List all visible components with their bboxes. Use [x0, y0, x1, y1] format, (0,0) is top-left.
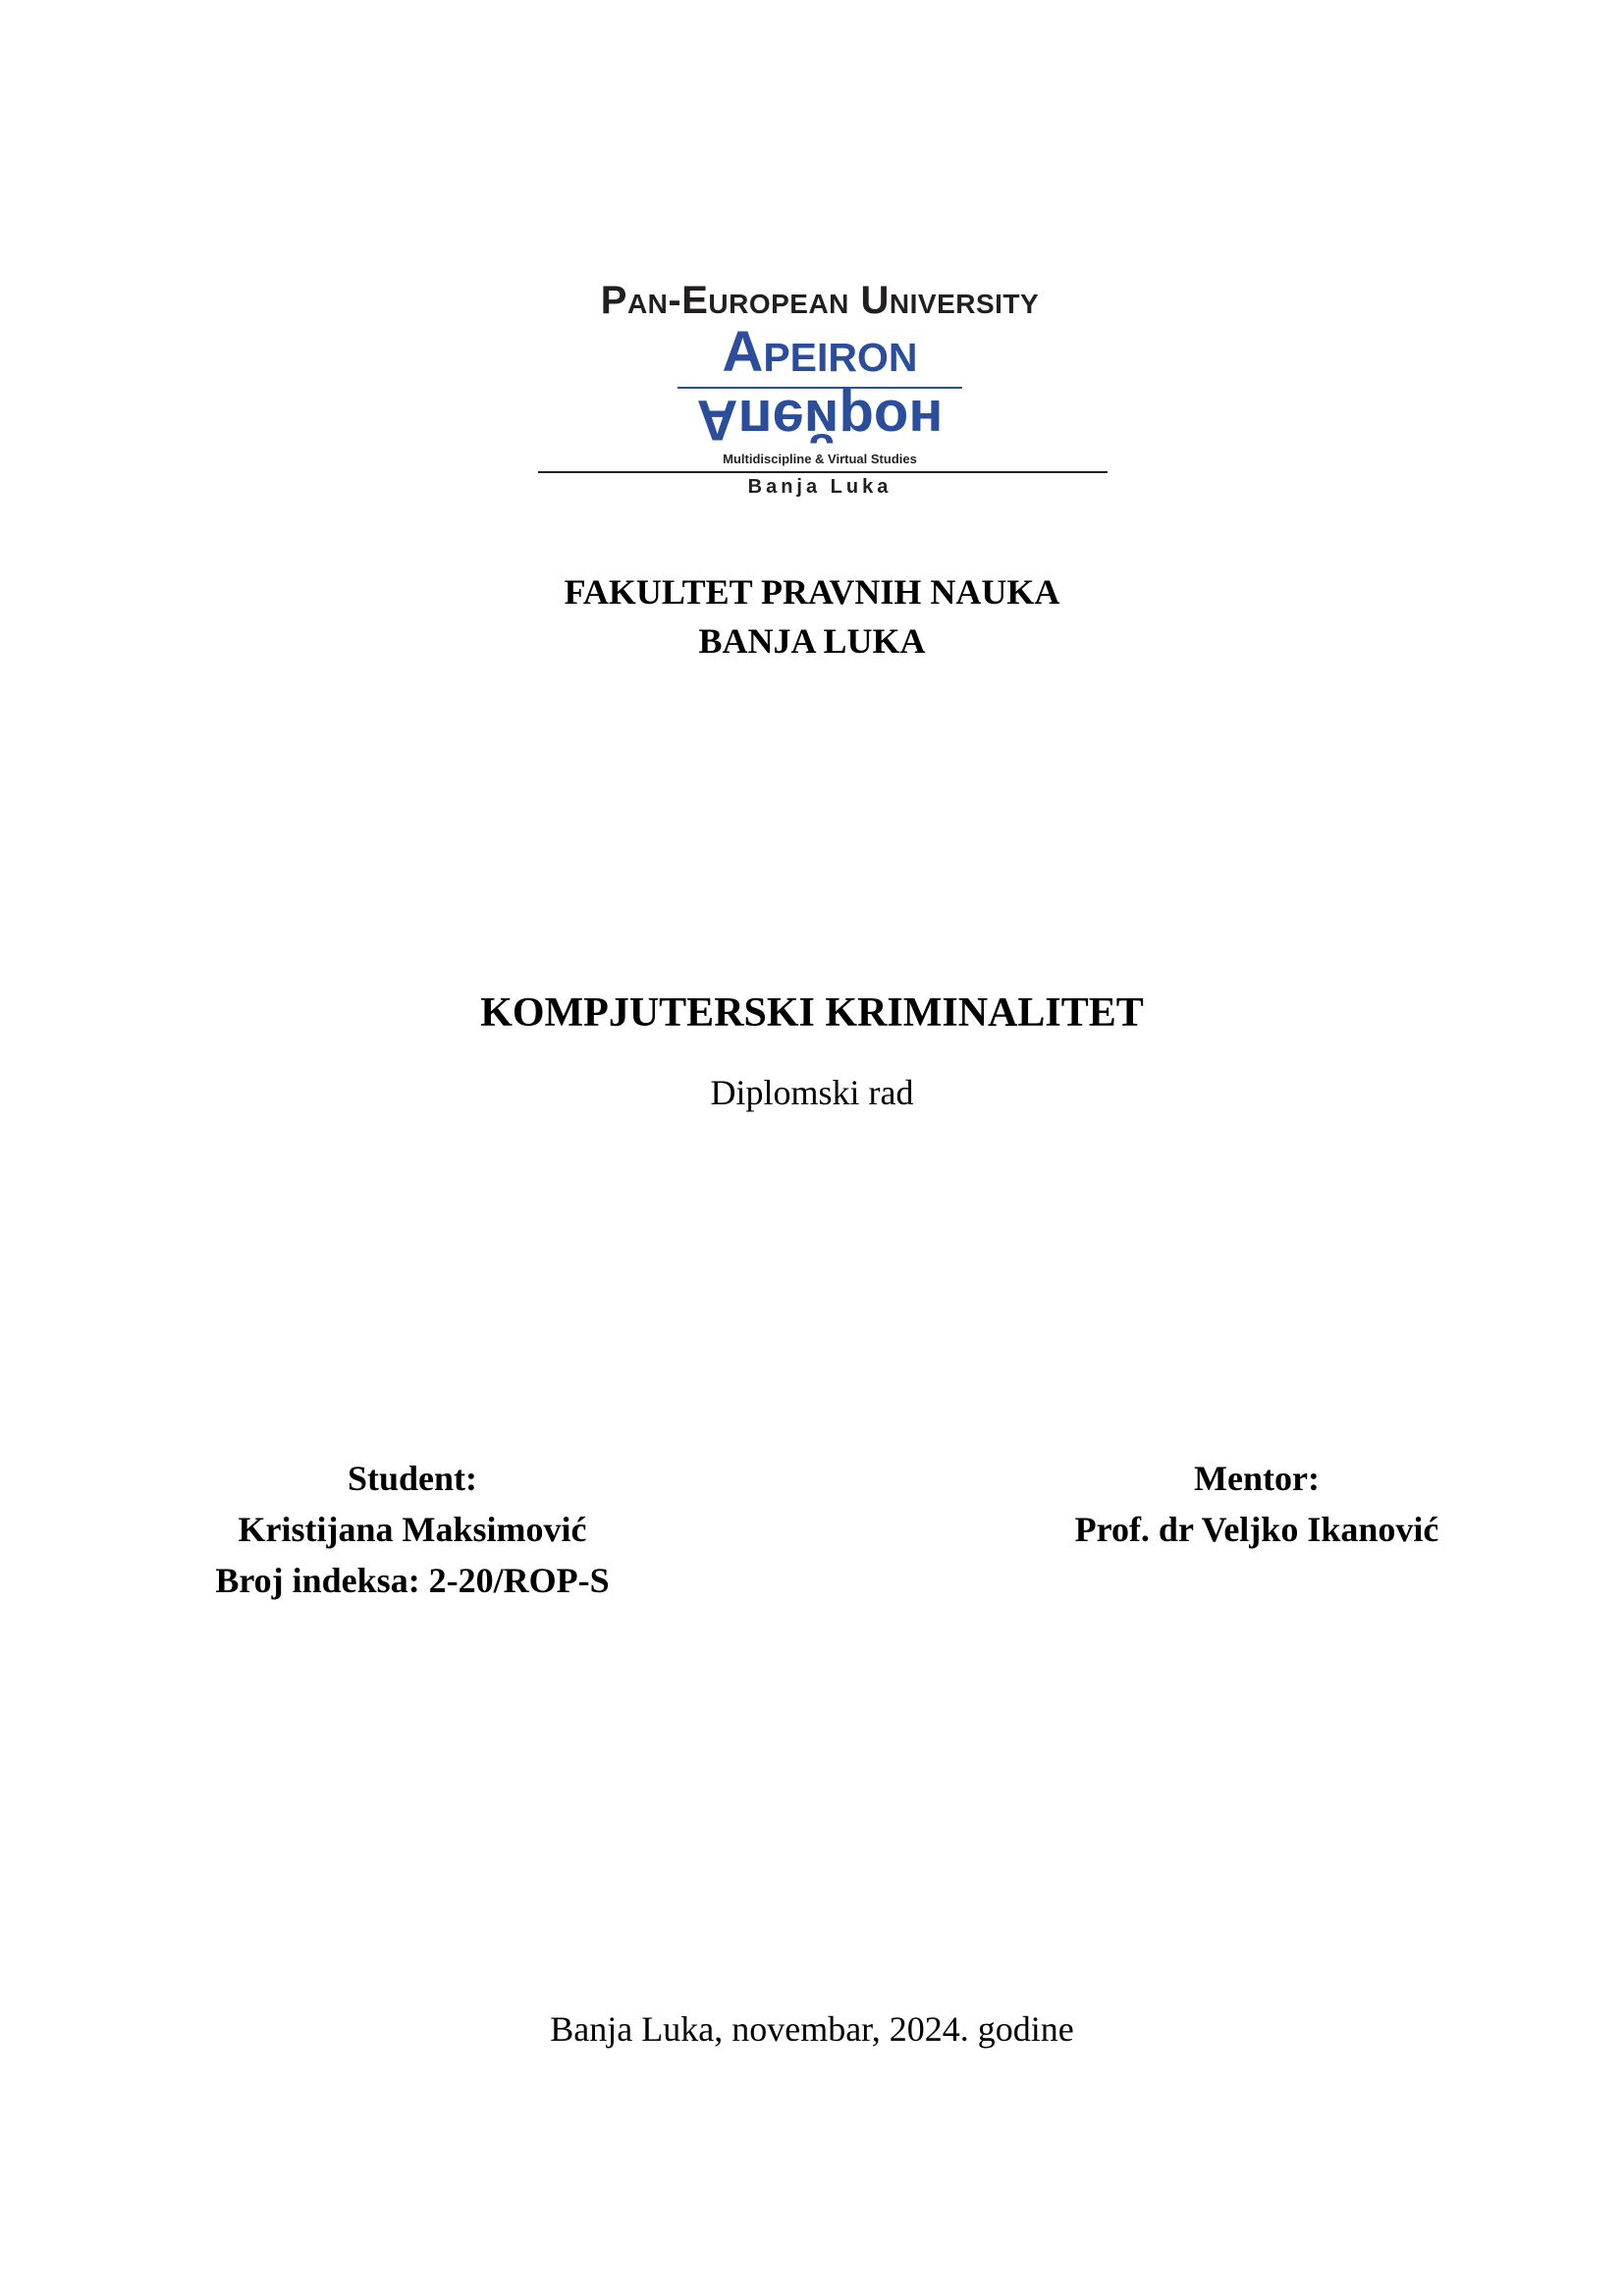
logo-university-name: Pan-European University [600, 279, 1040, 322]
mentor-label: Mentor: [1194, 1459, 1320, 1498]
student-label: Student: [347, 1459, 478, 1498]
logo-divider [538, 471, 1108, 473]
university-logo [530, 277, 1110, 503]
faculty-city: BANJA LUKA [698, 621, 926, 661]
logo-city: Banja Luka [747, 476, 893, 498]
student-index: Broj indeksa: 2-20/ROP-S [215, 1561, 610, 1600]
thesis-type: Diplomski rad [710, 1073, 914, 1112]
mentor-block [1011, 1453, 1502, 1555]
logo-tagline: Multidiscipline & Virtual Studies [723, 452, 917, 466]
student-name: Kristijana Maksimović [238, 1510, 587, 1549]
thesis-title: KOMPJUTERSKI KRIMINALITET [480, 990, 1144, 1036]
mentor-name: Prof. dr Veljko Ikanović [1074, 1510, 1439, 1549]
student-block [191, 1453, 633, 1606]
faculty-name: FAKULTET PRAVNIH NAUKA [564, 572, 1060, 612]
logo-brand-mirrored: Апейрон [696, 388, 944, 452]
place-and-date: Banja Luka, novembar, 2024. godine [550, 2009, 1074, 2049]
logo-brand: Apeiron [722, 320, 918, 384]
